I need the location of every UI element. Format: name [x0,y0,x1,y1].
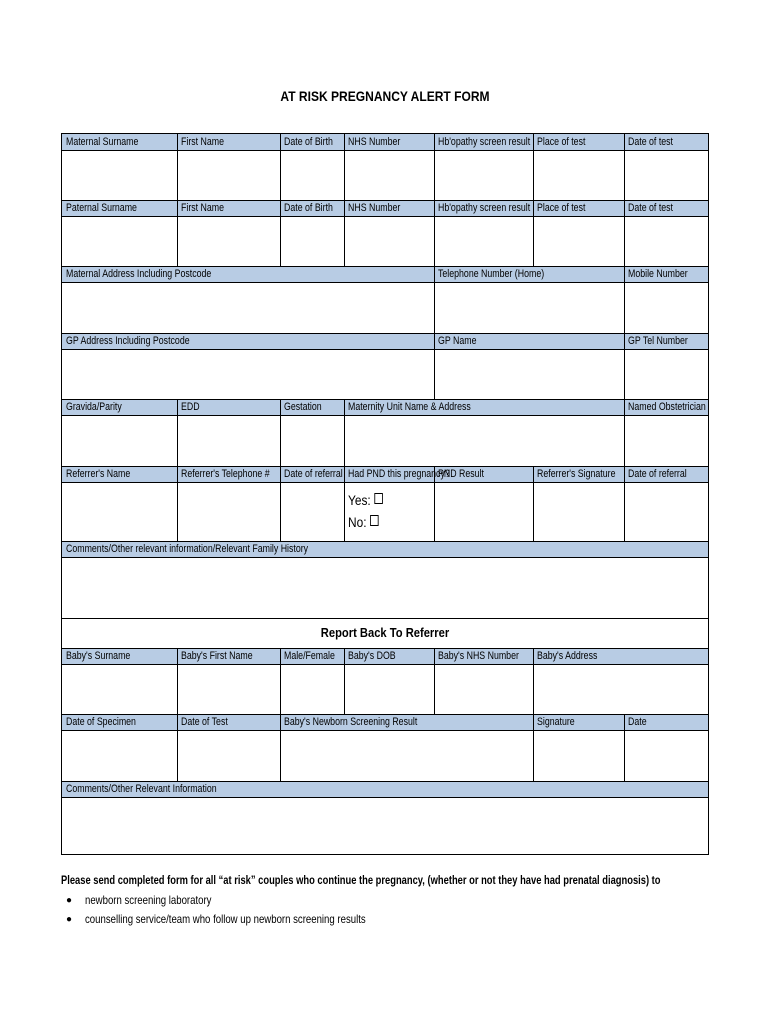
pnd-no-label: No: [348,514,367,530]
mobile-number-label: Mobile Number [628,268,688,280]
report-back-title: Report Back To Referrer [320,625,450,640]
bullet-icon: ● [66,895,73,906]
newborn-result-label: Baby's Newborn Screening Result [284,716,418,728]
alert-form-table [61,133,709,855]
gp-tel-label: GP Tel Number [628,335,688,347]
referrer-signature-label: Referrer's Signature [537,468,616,480]
date-of-referral-label: Date of referral [284,468,343,480]
signature-label: Signature [537,716,575,728]
col-line [177,399,178,466]
had-pnd-label: Had PND this pregnancy? [348,468,450,480]
paternal-surname-label: Paternal Surname [66,202,137,214]
col-line [177,134,178,266]
referrer-telephone-label: Referrer's Telephone # [181,468,270,480]
col-line [624,714,625,781]
maternal-address-label: Maternal Address Including Postcode [66,268,212,280]
col-line [624,134,625,266]
col-line [434,266,435,399]
gp-name-label: GP Name [438,335,477,347]
baby-nhs-label: Baby's NHS Number [438,650,519,662]
col-line [280,714,281,781]
gestation-label: Gestation [284,401,322,413]
col-line [344,466,345,541]
date-of-referral-2-label: Date of referral [628,468,687,480]
col-line [280,466,281,541]
footer-note: Please send completed form for all “at risk” couples who continue the pregnancy, (whether or not they have had prenatal diagnosis) to [61,873,661,887]
pnd-yes-checkbox[interactable] [374,493,383,504]
maternal-nhs-label: NHS Number [348,136,401,148]
col-line [344,648,345,714]
male-female-label: Male/Female [284,650,335,662]
col-line [624,399,625,466]
col-line [533,134,534,266]
telephone-home-label: Telephone Number (Home) [438,268,545,280]
pnd-no-checkbox[interactable] [370,515,379,526]
comments-label: Comments/Other relevant information/Relevant Family History [66,543,309,555]
paternal-hbopathy-label: Hb'opathy screen result [438,202,531,214]
date-of-test-label: Date of Test [181,716,228,728]
maternal-date-test-label: Date of test [628,136,674,148]
bullet-text: counselling service/team who follow up newborn screening results [85,912,366,926]
col-line [177,714,178,781]
col-line [434,134,435,266]
named-obstetrician-label: Named Obstetrician [628,401,706,413]
pnd-result-label: PND Result [438,468,484,480]
col-line [533,648,534,714]
maternal-dob-label: Date of Birth [284,136,333,148]
baby-first-name-label: Baby's First Name [181,650,253,662]
maternity-unit-label: Maternity Unit Name & Address [348,401,471,413]
col-line [280,648,281,714]
comments2-label: Comments/Other Relevant Information [66,783,217,795]
bullet-icon: ● [66,914,73,925]
col-line [280,399,281,466]
col-line [624,266,625,399]
col-line [177,648,178,714]
form-title: AT RISK PREGNANCY ALERT FORM [280,88,490,104]
date-label: Date [628,716,647,728]
maternal-first-name-label: First Name [181,136,225,148]
col-line [624,466,625,541]
col-line [533,466,534,541]
col-line [434,466,435,541]
col-line [344,399,345,466]
gravida-parity-label: Gravida/Parity [66,401,122,413]
paternal-dob-label: Date of Birth [284,202,333,214]
bullet-text: newborn screening laboratory [85,893,212,907]
paternal-place-label: Place of test [537,202,586,214]
date-of-specimen-label: Date of Specimen [66,716,136,728]
gp-address-label: GP Address Including Postcode [66,335,190,347]
maternal-hbopathy-label: Hb'opathy screen result [438,136,531,148]
col-line [177,466,178,541]
paternal-date-test-label: Date of test [628,202,674,214]
edd-label: EDD [181,401,200,413]
divider [62,618,708,619]
pnd-yes-label: Yes: [348,492,371,508]
baby-address-label: Baby's Address [537,650,598,662]
maternal-place-label: Place of test [537,136,586,148]
pnd-yes-option[interactable] [348,491,383,509]
col-line [533,714,534,781]
maternal-surname-label: Maternal Surname [66,136,139,148]
col-line [434,648,435,714]
col-line [280,134,281,266]
paternal-nhs-label: NHS Number [348,202,401,214]
pnd-no-option[interactable] [348,513,378,531]
paternal-first-name-label: First Name [181,202,225,214]
baby-dob-label: Baby's DOB [348,650,396,662]
referrer-name-label: Referrer's Name [66,468,131,480]
baby-surname-label: Baby's Surname [66,650,131,662]
col-line [344,134,345,266]
